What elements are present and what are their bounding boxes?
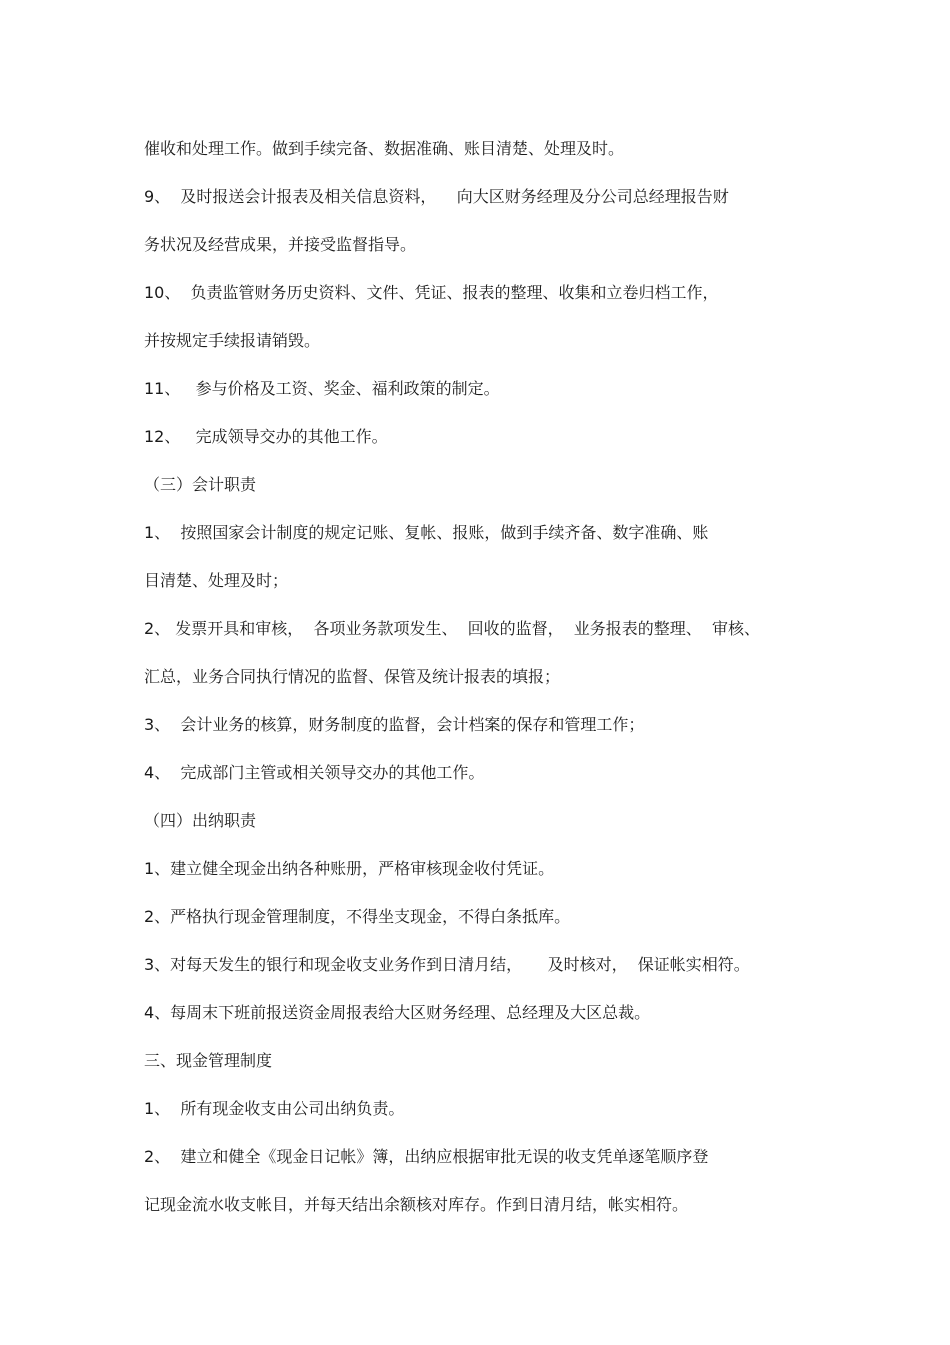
- text-line: 1、 按照国家会计制度的规定记账、复帐、报账，做到手续齐备、数字准确、账: [144, 523, 709, 542]
- text-line: 2、 建立和健全《现金日记帐》簿，出纳应根据审批无误的收支凭单逐笔顺序登: [144, 1147, 709, 1166]
- text-line: 并按规定手续报请销毁。: [144, 331, 321, 350]
- text-line: 12、 完成领导交办的其他工作。: [144, 427, 388, 446]
- text-line: 3、对每天发生的银行和现金收支业务作到日清月结， 及时核对， 保证帐实相符。: [144, 955, 750, 974]
- text-line: 记现金流水收支帐目，并每天结出余额核对库存。作到日清月结，帐实相符。: [144, 1195, 689, 1214]
- section-heading: 三、现金管理制度: [144, 1051, 273, 1070]
- text-line: 务状况及经营成果，并接受监督指导。: [144, 235, 417, 254]
- section-heading: （三）会计职责: [144, 475, 257, 494]
- text-line: 目清楚、处理及时；: [144, 571, 289, 590]
- text-line: 2、 发票开具和审核， 各项业务款项发生、 回收的监督， 业务报表的整理、 审核、: [144, 619, 760, 638]
- text-line: 汇总，业务合同执行情况的监督、保管及统计报表的填报；: [144, 667, 561, 686]
- text-line: 催收和处理工作。做到手续完备、数据准确、账目清楚、处理及时。: [144, 139, 625, 158]
- text-line: 2、严格执行现金管理制度，不得坐支现金，不得白条抵库。: [144, 907, 571, 926]
- text-line: 3、 会计业务的核算，财务制度的监督，会计档案的保存和管理工作；: [144, 715, 645, 734]
- text-line: 1、 所有现金收支由公司出纳负责。: [144, 1099, 405, 1118]
- text-line: 11、 参与价格及工资、奖金、福利政策的制定。: [144, 379, 500, 398]
- text-line: 1、建立健全现金出纳各种账册，严格审核现金收付凭证。: [144, 859, 555, 878]
- text-line: 4、每周末下班前报送资金周报表给大区财务经理、总经理及大区总裁。: [144, 1003, 651, 1022]
- text-line: 10、 负责监管财务历史资料、文件、凭证、报表的整理、收集和立卷归档工作，: [144, 283, 719, 302]
- text-line: 9、 及时报送会计报表及相关信息资料， 向大区财务经理及分公司总经理报告财: [144, 187, 729, 206]
- section-heading: （四）出纳职责: [144, 811, 257, 830]
- text-line: 4、 完成部门主管或相关领导交办的其他工作。: [144, 763, 485, 782]
